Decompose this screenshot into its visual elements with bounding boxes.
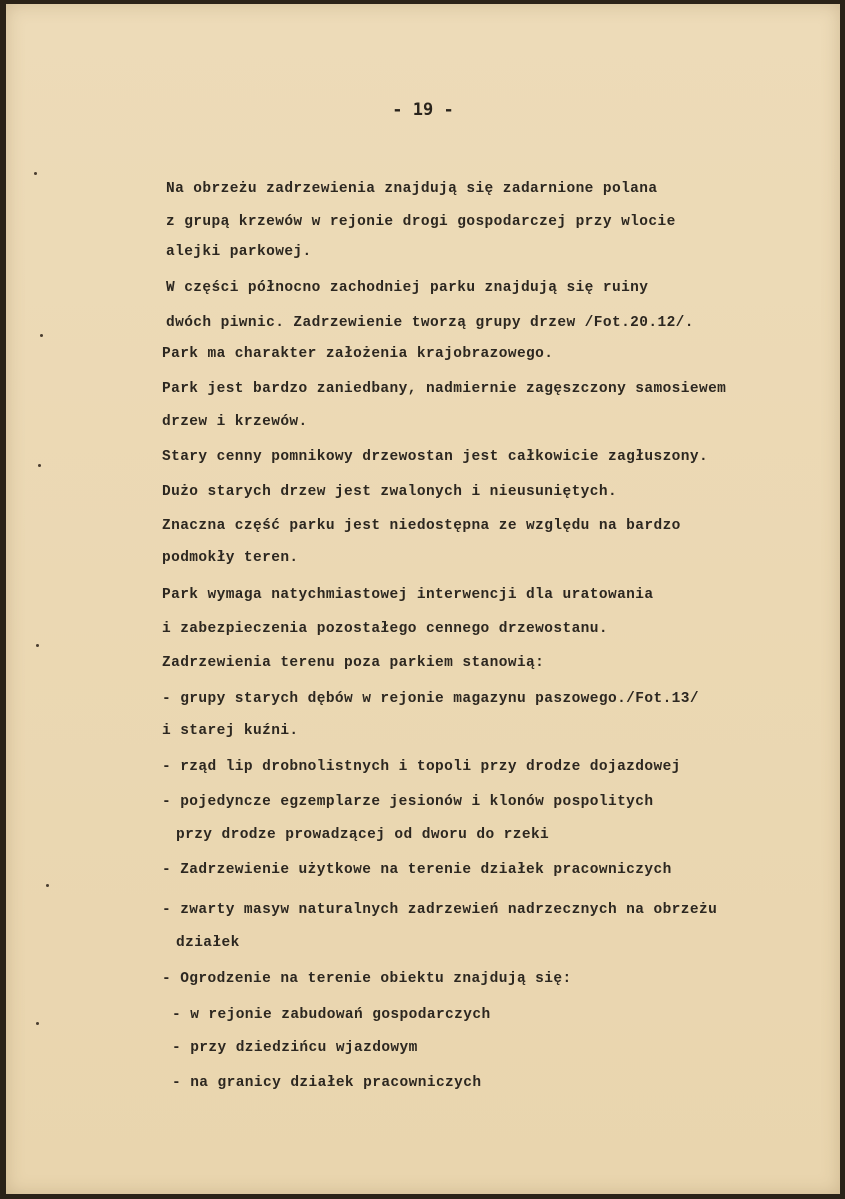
punch-hole-mark	[36, 644, 39, 647]
text-line: Park ma charakter założenia krajobrazowego.	[162, 346, 554, 362]
text-line: dwóch piwnic. Zadrzewienie tworzą grupy drzew /Fot.20.12/.	[166, 315, 694, 331]
document-page	[6, 4, 840, 1194]
text-line: Na obrzeżu zadrzewienia znajdują się zadarnione polana	[166, 181, 658, 197]
text-line: alejki parkowej.	[166, 244, 312, 260]
text-line: i starej kuźni.	[162, 723, 299, 739]
text-line: Park jest bardzo zaniedbany, nadmiernie zagęszczony samosiewem	[162, 381, 727, 397]
punch-hole-mark	[40, 334, 43, 337]
text-line: podmokły teren.	[162, 550, 299, 566]
punch-hole-mark	[34, 172, 37, 175]
text-line: przy drodze prowadzącej od dworu do rzeki	[176, 827, 550, 843]
text-line: - w rejonie zabudowań gospodarczych	[172, 1007, 491, 1023]
text-line: - Zadrzewienie użytkowe na terenie działek pracowniczych	[162, 862, 672, 878]
text-line: i zabezpieczenia pozostałego cennego drzewostanu.	[162, 621, 608, 637]
text-line: - przy dziedzińcu wjazdowym	[172, 1040, 418, 1056]
punch-hole-mark	[38, 464, 41, 467]
text-line: Zadrzewienia terenu poza parkiem stanowią:	[162, 655, 545, 671]
text-line: Znaczna część parku jest niedostępna ze względu na bardzo	[162, 518, 681, 534]
text-line: - zwarty masyw naturalnych zadrzewień nadrzecznych na obrzeżu	[162, 902, 718, 918]
text-line: Stary cenny pomnikowy drzewostan jest całkowicie zagłuszony.	[162, 449, 709, 465]
text-line: Dużo starych drzew jest zwalonych i nieusuniętych.	[162, 484, 618, 500]
text-line: - Ogrodzenie na terenie obiektu znajdują się:	[162, 971, 572, 987]
page-number: - 19 -	[392, 100, 454, 120]
text-line: Park wymaga natychmiastowej interwencji dla uratowania	[162, 587, 654, 603]
text-line: W części północno zachodniej parku znajdują się ruiny	[166, 280, 649, 296]
punch-hole-mark	[36, 1022, 39, 1025]
text-line: z grupą krzewów w rejonie drogi gospodarczej przy wlocie	[166, 214, 676, 230]
text-line: drzew i krzewów.	[162, 414, 308, 430]
text-line: - grupy starych dębów w rejonie magazynu paszowego./Fot.13/	[162, 691, 699, 707]
punch-hole-mark	[46, 884, 49, 887]
text-line: - na granicy działek pracowniczych	[172, 1075, 482, 1091]
text-line: - rząd lip drobnolistnych i topoli przy drodze dojazdowej	[162, 759, 681, 775]
text-line: działek	[176, 935, 240, 951]
text-line: - pojedyncze egzemplarze jesionów i klonów pospolitych	[162, 794, 654, 810]
